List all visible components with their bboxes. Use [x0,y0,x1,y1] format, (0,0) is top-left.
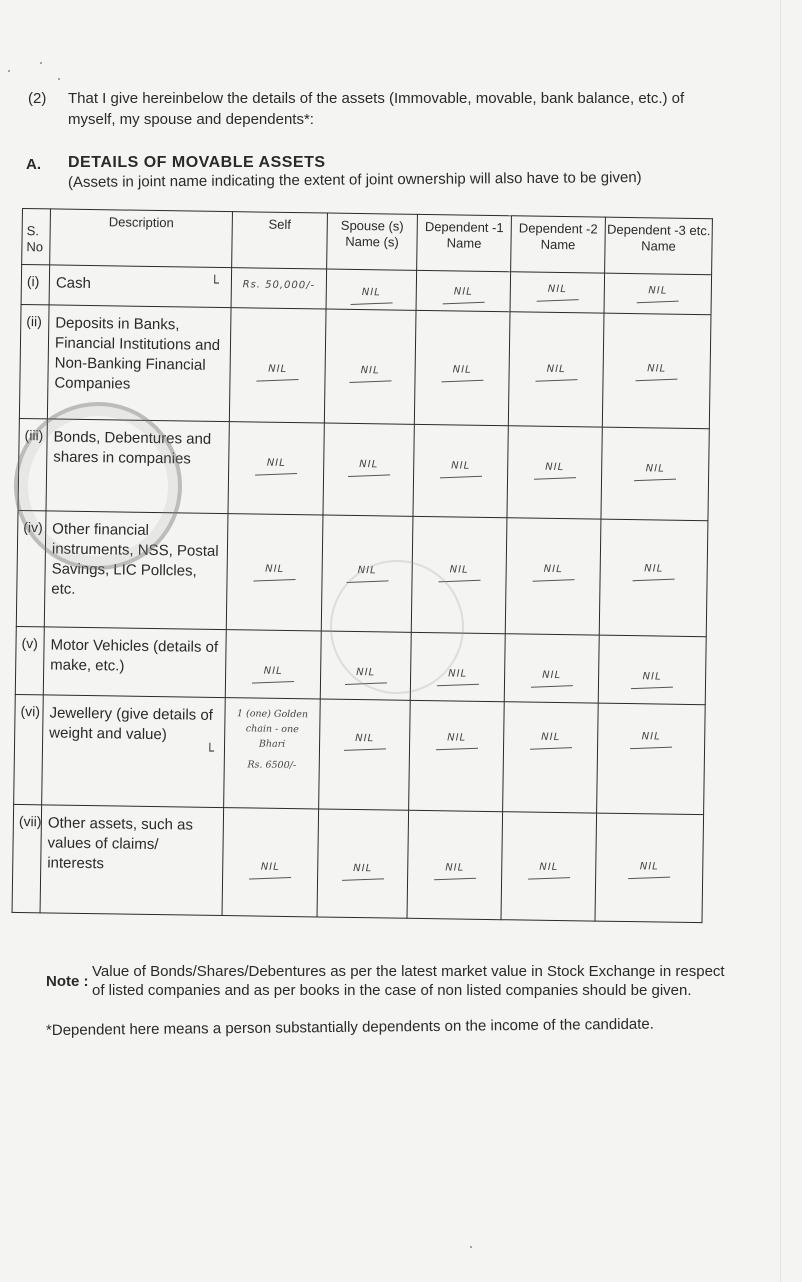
intro-text: That I give hereinbelow the details of the assets (Immovable, movable, bank balance, etc.) of myself, my spouse and dependents*: [68,90,685,128]
note-block [46,962,726,1000]
cell-self [228,422,324,515]
underline-stroke [633,579,675,582]
handwritten-value: NIL [361,287,381,299]
page-fold-line [780,0,781,1282]
cell-dependent-3 [598,635,706,705]
row-sno: (v) [15,626,44,694]
handwritten-value: Rs. 50,000/- [242,279,316,292]
handwritten-line: chain - one [245,723,299,736]
table-row [18,418,709,520]
scan-speck [8,70,10,72]
handwritten-value: NIL [452,364,472,376]
underline-stroke [528,877,570,880]
handwritten-value: NIL [266,457,286,469]
cell-dependent-2 [507,426,602,519]
cell-spouse [323,423,414,516]
header-dependent-2: Dependent -2 Name [511,216,606,273]
header-self: Self [232,212,328,269]
header-dependent-1: Dependent -1 Name [417,214,512,271]
handwritten-value: NIL [357,565,377,577]
handwritten-value: NIL [447,732,467,744]
section-subtitle: (Assets in joint name indicating the extent of joint ownership will also have to be given) [67,168,642,191]
handwritten-value: NIL [260,861,280,873]
underline-stroke [628,877,670,880]
cell-dependent-1 [413,424,508,517]
handwritten-value: NIL [263,665,283,677]
underline-stroke [530,685,572,688]
underline-stroke [346,580,388,583]
handwritten-value: NIL [546,363,566,376]
handwritten-value: NIL [547,283,567,296]
underline-stroke [249,877,291,880]
movable-assets-table [12,208,713,923]
cell-dependent-2 [503,702,599,813]
handwritten-line: 1 (one) Golden [236,708,309,721]
handwritten-value: NIL [539,861,559,874]
tick-mark-icon: └ [205,743,215,760]
cell-dependent-3 [602,313,711,429]
cell-dependent-1 [414,310,510,425]
underline-stroke [342,878,384,881]
cell-dependent-1 [410,632,505,701]
underline-stroke [438,580,480,583]
cell-dependent-2 [505,518,601,635]
row-sno: (i) [21,265,50,305]
scan-speck [470,1246,472,1248]
cell-self [225,630,321,699]
underline-stroke [637,301,679,304]
cell-self [231,268,327,309]
tick-mark-icon: └ [210,275,220,292]
underline-stroke [441,380,483,383]
table-row [16,510,708,636]
cell-dependent-1 [407,810,503,919]
underline-stroke [530,747,572,750]
row-sno: (vii) [12,804,42,912]
row-description-text: Cash [55,274,92,293]
row-sno: (iv) [16,510,46,626]
row-description: Other financial instruments, NSS, Postal Savings, LIC Pollcles, etc. [44,511,228,630]
handwritten-value: NIL [353,862,373,875]
handwritten-value: NIL [453,286,473,298]
row-description: Bonds, Debentures and shares in companies [46,419,229,514]
underline-stroke [349,380,391,383]
cell-spouse [320,631,411,700]
cell-spouse [324,309,416,424]
underline-stroke [256,379,298,382]
intro-number: (2) [28,90,47,107]
cell-self [222,808,319,917]
header-sno: S. No [22,209,51,265]
underline-stroke [434,878,476,881]
intro-paragraph [28,88,728,130]
underline-stroke [440,476,482,479]
note-text: Value of Bonds/Shares/Debentures as per the latest market value in Stock Exchange in respect of listed companies and as per books in the case of non listed companies should be given. [92,963,725,999]
handwritten-value: NIL [265,563,285,575]
handwritten-value: NIL [641,731,661,743]
cell-dependent-3 [604,273,712,315]
header-dependent-3: Dependent -3 etc. Name [605,217,713,275]
section-letter: A. [26,156,41,173]
handwritten-value: NIL [645,463,665,475]
row-description-text: Jewellery (give details of weight and value) [49,704,214,744]
cell-spouse [317,809,409,918]
underline-stroke [436,684,478,687]
underline-stroke [255,473,297,476]
cell-spouse [321,515,413,632]
handwritten-value: NIL [642,671,662,683]
handwritten-value: NIL [448,668,468,680]
note-label: Note : [46,973,89,990]
underline-stroke [348,474,390,477]
underline-stroke [535,379,577,382]
handwritten-line: Bhari [258,738,286,750]
cell-dependent-1 [411,516,507,633]
handwritten-value: NIL [648,285,668,297]
scan-speck [40,62,42,64]
cell-dependent-3 [599,519,708,637]
cell-self [229,308,326,423]
handwritten-line: Rs. 6500/- [247,759,297,772]
table-row [12,804,704,922]
underline-stroke [436,748,478,751]
cell-dependent-3 [597,703,706,815]
underline-stroke [636,379,678,382]
cell-dependent-2 [510,272,605,313]
header-description: Description [50,209,233,268]
dependent-footnote: *Dependent here means a person substantially dependents on the income of the candidate. [45,1015,654,1039]
row-description [49,265,232,308]
section-title: DETAILS OF MOVABLE ASSETS [68,154,326,171]
underline-stroke [350,302,392,305]
handwritten-value: NIL [356,667,376,679]
handwritten-value: NIL [449,564,469,576]
header-spouse: Spouse (s) Name (s) [327,213,418,270]
cell-dependent-1 [416,270,511,311]
underline-stroke [536,299,578,302]
underline-stroke [442,302,484,305]
row-description: Other assets, such as values of claims/ interests [40,805,224,916]
cell-dependent-2 [501,812,597,921]
table-row [19,304,711,428]
handwritten-value: NIL [359,459,379,471]
cell-dependent-3 [595,813,704,923]
cell-self [224,698,321,809]
table-row [15,626,706,704]
row-sno: (ii) [19,304,49,418]
underline-stroke [252,681,294,684]
handwritten-value: NIL [644,563,664,575]
handwritten-value: NIL [545,461,565,474]
cell-dependent-1 [409,700,505,811]
cell-self [226,514,323,631]
row-description [42,695,226,808]
cell-spouse [326,269,417,310]
handwritten-value: NIL [445,862,465,874]
handwritten-value: NIL [541,731,561,744]
row-sno: (vi) [14,694,44,804]
handwritten-value: NIL [639,861,659,873]
handwritten-value: NIL [543,563,563,576]
underline-stroke [634,479,676,482]
handwritten-value: NIL [360,365,380,377]
cell-dependent-2 [504,634,599,703]
row-description: Deposits in Banks, Financial Institutions and Non-Banking Financial Companies [47,305,231,422]
row-description: Motor Vehicles (details of make, etc.) [43,627,226,698]
underline-stroke [630,747,672,750]
cell-dependent-2 [508,312,604,427]
underline-stroke [344,682,386,685]
underline-stroke [343,748,385,751]
underline-stroke [534,477,576,480]
underline-stroke [631,687,673,690]
handwritten-value: NIL [542,669,562,682]
handwritten-value: NIL [451,460,471,472]
handwritten-value: NIL [268,363,288,375]
table-header-row [22,209,713,275]
underline-stroke [254,579,296,582]
cell-dependent-3 [601,427,709,521]
row-sno: (iii) [18,418,47,510]
underline-stroke [532,579,574,582]
cell-spouse [319,699,411,810]
handwritten-value: NIL [647,363,667,375]
table-row [14,694,706,814]
handwritten-value: NIL [355,733,375,745]
scan-speck [58,78,60,80]
